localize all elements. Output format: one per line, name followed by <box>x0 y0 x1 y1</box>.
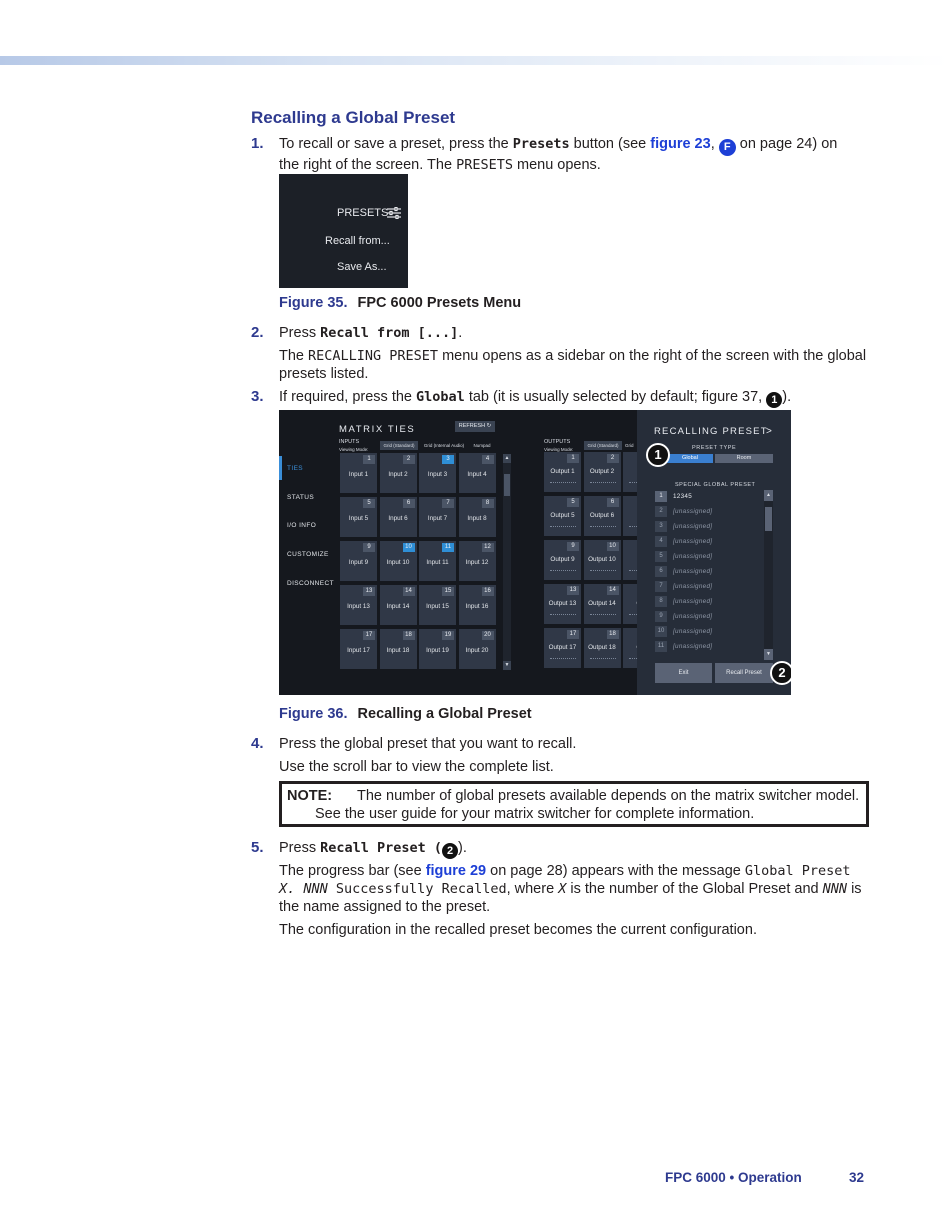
nav-customize[interactable]: CUSTOMIZE <box>287 551 329 558</box>
scroll-up-icon[interactable]: ▲ <box>504 455 510 461</box>
text: The <box>279 348 309 364</box>
step-4-para: Use the scroll bar to view the complete list. <box>279 759 554 775</box>
input-tile[interactable] <box>459 497 496 537</box>
input-label: Input 4 <box>467 471 487 478</box>
tab-room[interactable]: Room <box>715 454 773 463</box>
input-label: Input 3 <box>427 471 448 478</box>
outputs-label: OUTPUTS <box>544 439 571 445</box>
input-tile[interactable] <box>419 629 456 669</box>
figure-label: Figure 36. <box>279 706 348 722</box>
exit-button[interactable]: Exit <box>655 663 712 683</box>
input-label: Input 6 <box>388 515 408 522</box>
output-label: Output 9 <box>550 556 575 563</box>
output-tile[interactable] <box>584 452 621 492</box>
input-label: Input 9 <box>348 559 369 566</box>
code-x: X <box>558 881 567 897</box>
preset-slot-number[interactable]: 1 <box>655 491 667 502</box>
preset-slot-number[interactable]: 8 <box>655 596 667 607</box>
input-label: Input 18 <box>386 647 410 654</box>
text: is the number of the Global Preset and <box>566 881 823 897</box>
header-gradient-bar <box>0 56 950 65</box>
recall-preset-button[interactable]: Recall Preset <box>715 663 773 683</box>
preset-slot-name[interactable]: [unassigned] <box>673 598 713 605</box>
input-label: Input 10 <box>386 559 410 566</box>
note-line-2: See the user guide for your matrix switcher for complete information. <box>315 806 755 822</box>
output-number: 13 <box>567 586 579 595</box>
footer-title: FPC 6000 • Operation <box>665 1170 802 1185</box>
output-tile[interactable] <box>584 628 621 668</box>
preset-slot-name[interactable]: [unassigned] <box>673 643 713 650</box>
text: , <box>710 136 719 152</box>
input-tile[interactable] <box>340 585 377 625</box>
text: the name assigned to the preset. <box>279 899 491 915</box>
presets-menu-screenshot <box>279 174 408 288</box>
input-tile[interactable] <box>459 453 496 493</box>
input-tile[interactable] <box>380 497 417 537</box>
input-label: Input 7 <box>427 515 448 522</box>
section-title: Recalling a Global Preset <box>251 108 456 127</box>
tab-global[interactable]: Global <box>667 454 713 463</box>
step-5-para-2: The configuration in the recalled preset becomes the current configuration. <box>279 922 757 938</box>
nav-ties[interactable]: TIES <box>287 465 304 472</box>
output-tile[interactable] <box>544 584 581 624</box>
preset-slot-name[interactable]: [unassigned] <box>673 508 713 515</box>
output-number: 14 <box>607 586 619 595</box>
code-presets-menu: PRESETS <box>456 157 513 173</box>
sidebar-chevron-icon[interactable]: > <box>766 426 772 437</box>
note-box <box>279 781 869 827</box>
text: menu opens as a sidebar on the right of the screen with the global <box>438 348 867 364</box>
input-tile[interactable] <box>419 585 456 625</box>
mode-grid-standard[interactable]: Grid (Standard) <box>380 441 418 450</box>
output-tile[interactable] <box>544 452 581 492</box>
special-global-preset-label: SPECIAL GLOBAL PRESET <box>675 482 756 488</box>
refresh-icon: ↻ <box>486 423 492 429</box>
input-tile[interactable] <box>419 541 456 581</box>
text: tab (it is usually selected by default; figure 37, <box>464 389 767 405</box>
step-number: 4. <box>251 735 264 752</box>
recall-from-item[interactable]: Recall from... <box>325 235 390 247</box>
audio-video-icons <box>590 526 616 533</box>
audio-video-icons <box>590 570 616 577</box>
preset-slot-number[interactable]: 5 <box>655 551 667 562</box>
text: menu opens. <box>512 157 601 173</box>
preset-scroll-thumb[interactable] <box>765 507 772 531</box>
input-tile[interactable] <box>340 541 377 581</box>
text: If required, press the <box>279 389 417 405</box>
text: button (see <box>569 136 651 152</box>
callout-badge-1: 1 <box>646 443 670 467</box>
input-label: Input 5 <box>348 515 369 522</box>
input-label: Input 16 <box>465 603 489 610</box>
output-label: Output 18 <box>588 644 616 651</box>
preset-slot-name[interactable]: [unassigned] <box>673 613 713 620</box>
text: . <box>458 325 463 341</box>
output-number: 9 <box>567 542 579 551</box>
input-number: 5 <box>363 499 375 508</box>
figure-23-link[interactable]: figure 23 <box>650 136 711 152</box>
input-number: 15 <box>442 587 454 596</box>
audio-video-icons <box>550 526 576 533</box>
text: Press <box>279 325 321 341</box>
input-number: 14 <box>403 587 415 596</box>
viewing-mode-label: Viewing Mode: <box>339 447 369 452</box>
active-nav-indicator <box>279 456 282 480</box>
preset-slot-name[interactable]: [unassigned] <box>673 523 713 530</box>
input-tile[interactable] <box>340 629 377 669</box>
preset-slot-number[interactable]: 10 <box>655 626 667 637</box>
input-label: Input 20 <box>465 647 489 654</box>
output-number: 10 <box>607 542 619 551</box>
preset-type-label: PRESET TYPE <box>692 445 737 451</box>
text: the right of the screen. The <box>279 157 457 173</box>
preset-slot-name[interactable]: [unassigned] <box>673 538 713 545</box>
code-global: Global <box>416 389 465 405</box>
input-tile[interactable] <box>459 541 496 581</box>
preset-slot-number[interactable]: 6 <box>655 566 667 577</box>
output-tile[interactable] <box>584 496 621 536</box>
inputs-label: INPUTS <box>339 439 360 445</box>
input-number: 6 <box>403 499 415 508</box>
input-label: Input 12 <box>465 559 489 566</box>
input-number: 11 <box>442 543 454 552</box>
text: ). <box>458 840 467 856</box>
nav-status[interactable]: STATUS <box>287 494 315 501</box>
input-tile[interactable] <box>380 541 417 581</box>
input-number: 3 <box>442 455 454 464</box>
step-5-text <box>279 839 467 859</box>
audio-video-icons <box>550 482 576 489</box>
mode-grid-internal[interactable]: Grid (Internal Audio) <box>423 443 465 448</box>
input-tile[interactable] <box>419 453 456 493</box>
step-1-text <box>279 135 869 174</box>
figure-35-caption <box>279 295 521 311</box>
figure-label: Figure 35. <box>279 295 348 311</box>
input-number: 4 <box>482 455 494 464</box>
audio-video-icons <box>550 570 576 577</box>
note-label: NOTE: <box>287 788 333 804</box>
preset-slot-name[interactable]: [unassigned] <box>673 628 713 635</box>
figure-36-caption <box>279 706 532 722</box>
sidebar-title: RECALLING PRESET <box>654 426 768 437</box>
sliders-icon <box>387 207 401 219</box>
input-number: 12 <box>482 543 494 552</box>
input-number: 2 <box>403 455 415 464</box>
input-label: Input 13 <box>347 603 370 610</box>
presets-menu-title: PRESETS <box>337 207 389 219</box>
preset-slot-number[interactable]: 4 <box>655 536 667 547</box>
input-tile[interactable] <box>380 629 417 669</box>
text: , where <box>506 881 559 897</box>
input-number: 20 <box>482 631 494 640</box>
input-number: 7 <box>442 499 454 508</box>
output-label: Output 6 <box>589 512 615 519</box>
input-label: Input 11 <box>426 559 449 566</box>
step-2-para <box>279 347 869 383</box>
input-label: Input 17 <box>347 647 370 654</box>
page-number: 32 <box>849 1170 865 1185</box>
refresh-label: REFRESH <box>458 423 486 429</box>
output-label: Output 2 <box>589 468 615 475</box>
output-tile[interactable] <box>544 496 581 536</box>
step-3-text <box>279 388 791 408</box>
output-label: Output 14 <box>588 600 616 607</box>
preset-slot-number[interactable]: 2 <box>655 506 667 517</box>
output-label: Output 10 <box>588 556 616 563</box>
text: The progress bar (see <box>279 863 426 879</box>
code-x-nnn: X. NNN <box>279 881 328 897</box>
step-number: 1. <box>251 135 264 152</box>
code-recalling-preset: RECALLING PRESET <box>308 348 439 364</box>
callout-f: F <box>719 139 736 156</box>
code-recall-preset: Recall Preset ( <box>320 840 443 856</box>
code-recall: Recall <box>320 325 369 341</box>
code-nnn: NNN <box>822 881 848 897</box>
output-tile[interactable] <box>544 540 581 580</box>
inputs-scrollbar[interactable] <box>503 454 511 670</box>
input-label: Input 19 <box>426 647 449 654</box>
output-label: Output 1 <box>550 468 575 475</box>
figure-29-link[interactable]: figure 29 <box>425 863 487 879</box>
output-tile[interactable] <box>584 584 621 624</box>
step-number: 3. <box>251 388 264 405</box>
input-number: 10 <box>403 543 415 552</box>
callout-badge-2: 2 <box>770 661 791 685</box>
input-label: Input 15 <box>426 603 449 610</box>
save-as-item[interactable]: Save As... <box>337 261 387 273</box>
input-number: 16 <box>482 587 494 596</box>
preset-slot-number[interactable]: 11 <box>655 641 667 652</box>
preset-slot-number[interactable]: 9 <box>655 611 667 622</box>
output-number: 6 <box>607 498 619 507</box>
output-tile[interactable] <box>544 628 581 668</box>
nav-io-info[interactable]: I/O INFO <box>287 522 317 529</box>
input-number: 1 <box>363 455 375 464</box>
input-label: Input 1 <box>348 471 369 478</box>
figure-title: Recalling a Global Preset <box>357 706 532 722</box>
input-tile[interactable] <box>340 453 377 493</box>
text: To recall or save a preset, press the <box>279 136 513 152</box>
input-label: Input 14 <box>386 603 410 610</box>
preset-slot-name[interactable]: [unassigned] <box>673 568 713 575</box>
output-number: 1 <box>567 454 579 463</box>
out-mode-grid[interactable]: Grid <box>625 443 634 448</box>
refresh-button[interactable] <box>455 421 495 432</box>
preset-slot-name[interactable]: [unassigned] <box>673 553 713 560</box>
preset-scroll-up-icon[interactable]: ▲ <box>764 490 773 501</box>
text: presets listed. <box>279 366 369 382</box>
text: on page 24) on <box>735 136 838 152</box>
recalling-preset-screenshot <box>279 410 791 695</box>
text: Press <box>279 840 321 856</box>
scroll-down-icon[interactable]: ▼ <box>504 662 510 668</box>
audio-video-icons <box>590 482 616 489</box>
preset-slot-number[interactable]: 7 <box>655 581 667 592</box>
audio-video-icons <box>550 614 576 621</box>
code-global-preset: Global Preset <box>744 863 851 879</box>
output-number: 17 <box>567 630 579 639</box>
output-label: Output 13 <box>548 600 577 607</box>
input-tile[interactable] <box>380 453 417 493</box>
code-from: from [...] <box>368 325 459 341</box>
input-label: Input 8 <box>467 515 487 522</box>
code-successfully-recalled: Successfully Recalled <box>327 881 507 897</box>
out-mode-grid-standard[interactable]: Grid (Standard) <box>584 441 622 450</box>
input-number: 9 <box>363 543 375 552</box>
input-number: 19 <box>442 631 454 640</box>
output-tile[interactable] <box>584 540 621 580</box>
preset-slot-number[interactable]: 3 <box>655 521 667 532</box>
audio-video-icons <box>590 658 616 665</box>
step-5-para <box>279 862 869 916</box>
preset-slot-name[interactable]: [unassigned] <box>673 583 713 590</box>
text: ). <box>782 389 792 405</box>
step-4-text: Press the global preset that you want to recall. <box>279 736 577 752</box>
input-tile[interactable] <box>380 585 417 625</box>
audio-video-icons <box>550 658 576 665</box>
input-tile[interactable] <box>459 629 496 669</box>
output-number: 18 <box>607 630 619 639</box>
text: on page 28) appears with the message <box>486 863 745 879</box>
figure-title: FPC 6000 Presets Menu <box>357 295 522 311</box>
input-number: 17 <box>363 631 375 640</box>
audio-video-icons <box>590 614 616 621</box>
code-presets: Presets <box>512 136 570 152</box>
input-label: Input 2 <box>388 471 408 478</box>
step-number: 5. <box>251 839 264 856</box>
callout-2: 2 <box>442 843 458 859</box>
output-label: Output 17 <box>548 644 577 651</box>
mode-numpad[interactable]: Numpad <box>473 443 491 448</box>
input-number: 8 <box>482 499 494 508</box>
input-tile[interactable] <box>419 497 456 537</box>
input-number: 18 <box>403 631 415 640</box>
output-label: Output 5 <box>550 512 575 519</box>
preset-scroll-down-icon[interactable]: ▼ <box>764 649 773 660</box>
input-number: 13 <box>363 587 375 596</box>
input-tile[interactable] <box>340 497 377 537</box>
nav-disconnect[interactable]: DISCONNECT <box>287 580 334 587</box>
input-tile[interactable] <box>459 585 496 625</box>
output-number: 5 <box>567 498 579 507</box>
scroll-thumb[interactable] <box>504 474 510 496</box>
preset-scrollbar[interactable] <box>764 490 773 660</box>
callout-1: 1 <box>766 392 782 408</box>
text: is <box>847 881 862 897</box>
matrix-ties-title: MATRIX TIES <box>339 424 416 435</box>
output-number: 2 <box>607 454 619 463</box>
step-2-text <box>279 324 462 342</box>
preset-slot-name[interactable]: 12345 <box>673 493 693 500</box>
step-number: 2. <box>251 324 264 341</box>
outputs-viewing-mode-label: Viewing Mode: <box>544 447 574 452</box>
left-nav <box>279 410 335 695</box>
note-line-1: The number of global presets available depends on the matrix switcher model. <box>357 788 860 804</box>
